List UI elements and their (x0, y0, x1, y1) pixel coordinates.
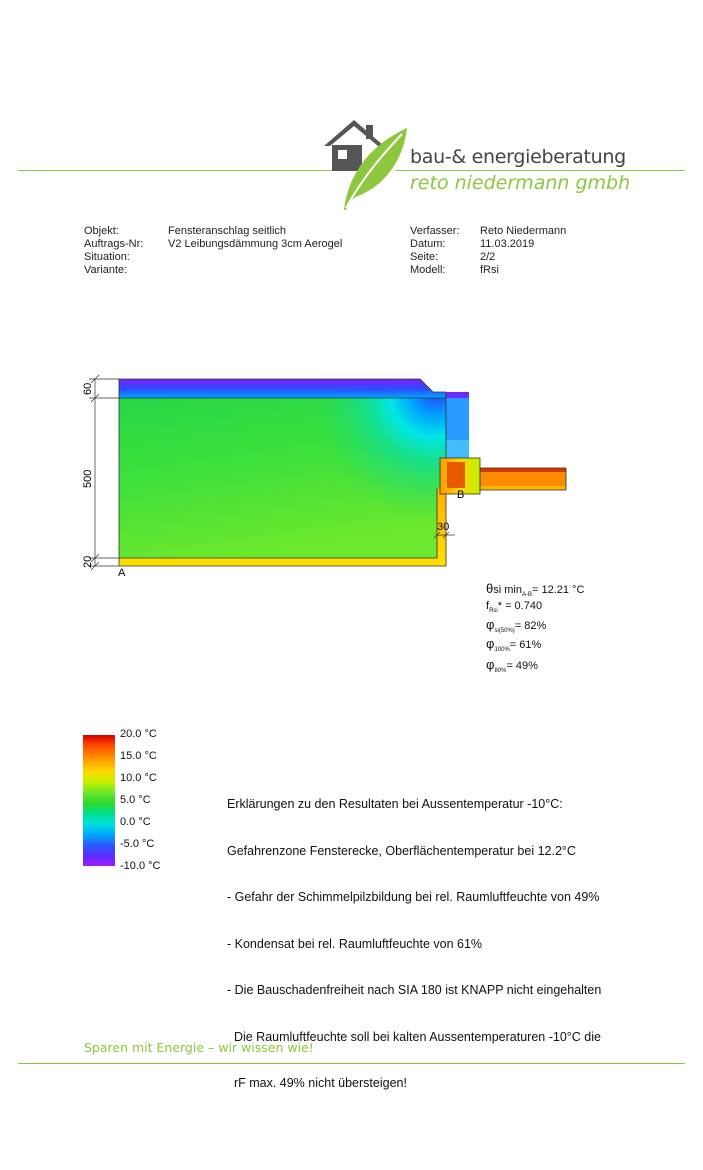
explanation-text (227, 766, 601, 1107)
header-rule-right (395, 170, 685, 171)
legend-label: 0.0 °C (120, 816, 151, 828)
phi-symbol: φ (486, 636, 495, 651)
result-theta (486, 581, 584, 598)
explanation-line: Die Raumluftfeuchte soll bei kalten Aussentemperaturen -10°C die (227, 1029, 601, 1044)
reveal-gradient (446, 398, 469, 458)
theta-value: = 12.21 °C (531, 584, 585, 596)
legend-label: 5.0 °C (120, 794, 151, 806)
company-name-line2: reto niedermann gmbh (410, 172, 631, 194)
result-frsi (486, 600, 542, 614)
result-phi-80 (486, 657, 538, 674)
meta-label: Datum: (410, 238, 446, 250)
meta-right-labels (410, 225, 460, 277)
dimension-middle: 500 (82, 469, 94, 488)
meta-value: Reto Niedermann (480, 225, 567, 237)
meta-right-values (480, 225, 566, 277)
phi-symbol: φ (486, 657, 495, 672)
legend-label: 15.0 °C (120, 750, 157, 762)
meta-value: 11.03.2019 (480, 238, 535, 250)
theta-label: si min (493, 584, 522, 596)
legend-label: 10.0 °C (120, 772, 157, 784)
temperature-color-scale (83, 735, 115, 866)
footer-slogan: Sparen mit Energie – wir wissen wie! (84, 1040, 314, 1055)
f-sub: Rsi (489, 608, 498, 615)
cold-corner-zone (119, 398, 446, 558)
meta-label: Modell: (410, 264, 446, 276)
meta-left-values (168, 225, 342, 251)
glazing-edge (480, 486, 566, 490)
meta-label: Auftrags-Nr: (84, 238, 144, 250)
phi3-sub: 80% (494, 668, 507, 675)
explanation-line: - Gefahr der Schimmelpilzbildung bei rel. Raumluftfeuchte von 49% (227, 890, 600, 904)
house-leaf-logo (318, 116, 413, 212)
meta-value: Fensteranschlag seitlich (168, 225, 287, 237)
header-rule-left (18, 170, 343, 171)
phi1-value: = 82% (514, 620, 547, 632)
meta-label: Situation: (84, 251, 130, 263)
phi1-sub: si(50%) (494, 628, 515, 635)
meta-left-labels (84, 225, 143, 277)
legend-label: -5.0 °C (120, 838, 155, 850)
phi3-value: = 49% (506, 660, 538, 672)
legend-label: -10.0 °C (120, 860, 161, 872)
result-phi-si50 (486, 617, 546, 634)
window-frame-inner (447, 462, 465, 488)
theta-sub: A-B (521, 592, 532, 599)
dimension-top: 60 (82, 382, 94, 395)
theta-symbol: θ (486, 581, 494, 596)
meta-value: 2/2 (480, 251, 496, 263)
phi2-sub: 100% (494, 647, 510, 654)
footer-rule (18, 1063, 685, 1064)
meta-label: Variante: (84, 264, 128, 276)
f-value: * = 0.740 (497, 600, 543, 612)
phi-symbol: φ (486, 617, 495, 632)
explanation-line: Gefahrenzone Fensterecke, Oberflächentemperatur bei 12.2°C (227, 843, 576, 858)
meta-value: fRsi (480, 264, 499, 276)
explanation-line: - Die Bauschadenfreiheit nach SIA 180 ist KNAPP nicht eingehalten (227, 983, 602, 997)
legend-label: 20.0 °C (120, 728, 157, 740)
external-insulation (119, 379, 446, 398)
dimension-insulation: 30 (437, 521, 450, 533)
explanation-line: Erklärungen zu den Resultaten bei Aussentemperatur -10°C: (227, 797, 563, 811)
point-b-label: B (457, 489, 465, 501)
glazing-edge (480, 468, 566, 472)
meta-label: Seite: (410, 251, 439, 263)
company-name-line1: bau-& energieberatung (410, 146, 626, 168)
meta-value: V2 Leibungsdämmung 3cm Aerogel (168, 238, 343, 250)
meta-label: Verfasser: (410, 225, 460, 237)
f-label: f (486, 600, 490, 612)
point-a-label: A (118, 567, 126, 579)
explanation-line: rF max. 49% nicht übersteigen! (227, 1076, 407, 1090)
thermal-section-drawing (75, 370, 580, 585)
result-phi-100 (486, 636, 541, 653)
dimension-bottom: 20 (82, 555, 94, 568)
phi2-value: = 61% (509, 639, 542, 651)
meta-label: Objekt: (84, 225, 119, 237)
explanation-line: - Kondensat bei rel. Raumluftfeuchte von 61% (227, 936, 483, 951)
